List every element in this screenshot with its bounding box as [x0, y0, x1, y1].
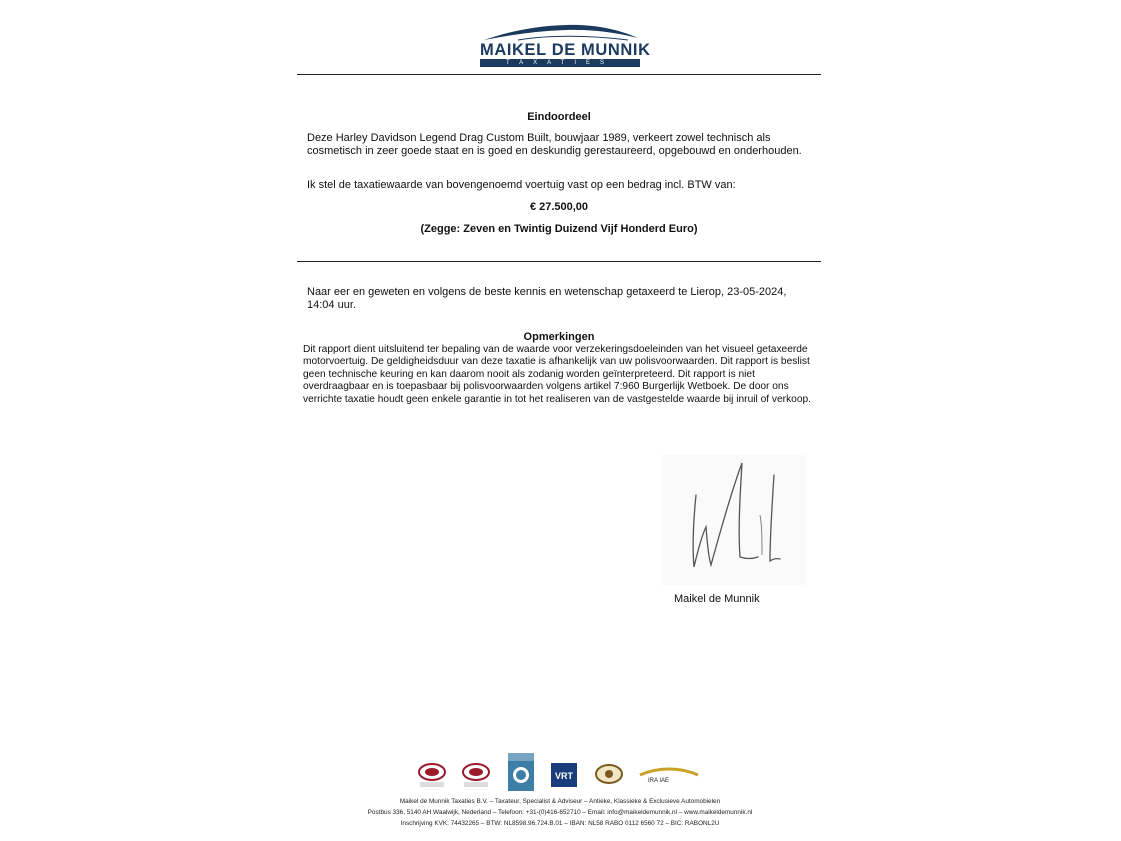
iae-logo: [638, 765, 700, 785]
logo-subtitle: TAXATIES: [480, 59, 640, 67]
valuation-amount-words: (Zegge: Zeven en Twintig Duizend Vijf Honderd Euro): [420, 223, 698, 235]
signer-name: Maikel de Munnik: [674, 593, 760, 605]
remarks-title: Opmerkingen: [523, 331, 595, 343]
footer-company-line: Maikel de Munnik Taxaties B.V. – Taxateur, Specialist & Adviseur – Antieke, Klassieke & Exclusieve Automobielen: [399, 798, 721, 805]
fehac-logo: [508, 753, 534, 791]
divider-middle: [297, 261, 821, 262]
vzb-logo: [594, 763, 624, 785]
verdict-paragraph-1: Deze Harley Davidson Legend Drag Custom Built, bouwjaar 1989, verkeert zowel technisch als cosmetisch in zeer goede staat en is goed en deskundig gerestaureerd, opgebouwd en onderhouden.: [307, 132, 802, 157]
logo-name: MAIKEL DE MUNNIK: [480, 41, 651, 59]
classic-data-logo: [416, 763, 448, 789]
svg-text:IRA IAE: IRA IAE: [648, 778, 670, 784]
svg-text:VRT: VRT: [555, 771, 573, 781]
divider-top: [297, 74, 821, 75]
signature-image: [662, 455, 806, 585]
remarks-text: Dit rapport dient uitsluitend ter bepaling van de waarde voor verzekeringsdoeleinden van het visueel getaxeerde motorvoertuig. De geldigheidsduur van deze taxatie is afhankelijk van uw polisvoorwaarden. Dit rapport is beslist geen technische keuring en kan daarom nooit als zodanig worden geïnterpreteerd. Dit rapport is niet overdraagbaar en is toepasbaar bij polisvoorwaarden volgens artikel 7:960 Burgerlijk Wetboek. De door ons verrichte taxatie houdt geen enkele garantie in tot het realiseren van de vastgestelde waarde bij inruil of verkoop.: [303, 344, 811, 405]
valuation-amount: € 27.500,00: [529, 201, 589, 213]
footer-contact-line: Postbus 336, 5140 AH Waalwijk, Nederland – Telefoon: +31-(0)416-652710 – Email: info@maikeldemunnik.nl – www.maikeldemunnik.nl: [367, 809, 753, 816]
footer-registration-line: Inschrijving KVK: 74432265 – BTW: NL8598.96.724.B.01 – IBAN: NL58 RABO 0112 6560 72 – BIC: RABONL2U: [400, 820, 720, 827]
vrt-logo: [551, 763, 577, 787]
declaration-text: Naar eer en geweten en volgens de beste kennis en wetenschap getaxeerd te Lierop, 23-05-2024, 14:04 uur.: [307, 286, 787, 311]
verdict-paragraph-2: Ik stel de taxatiewaarde van bovengenoemd voertuig vast op een bedrag incl. BTW van:: [307, 179, 736, 191]
verdict-title: Eindoordeel: [527, 111, 591, 123]
company-logo: [478, 20, 651, 70]
classic-data-logo-2: [460, 763, 492, 789]
membership-logos: [416, 753, 706, 793]
